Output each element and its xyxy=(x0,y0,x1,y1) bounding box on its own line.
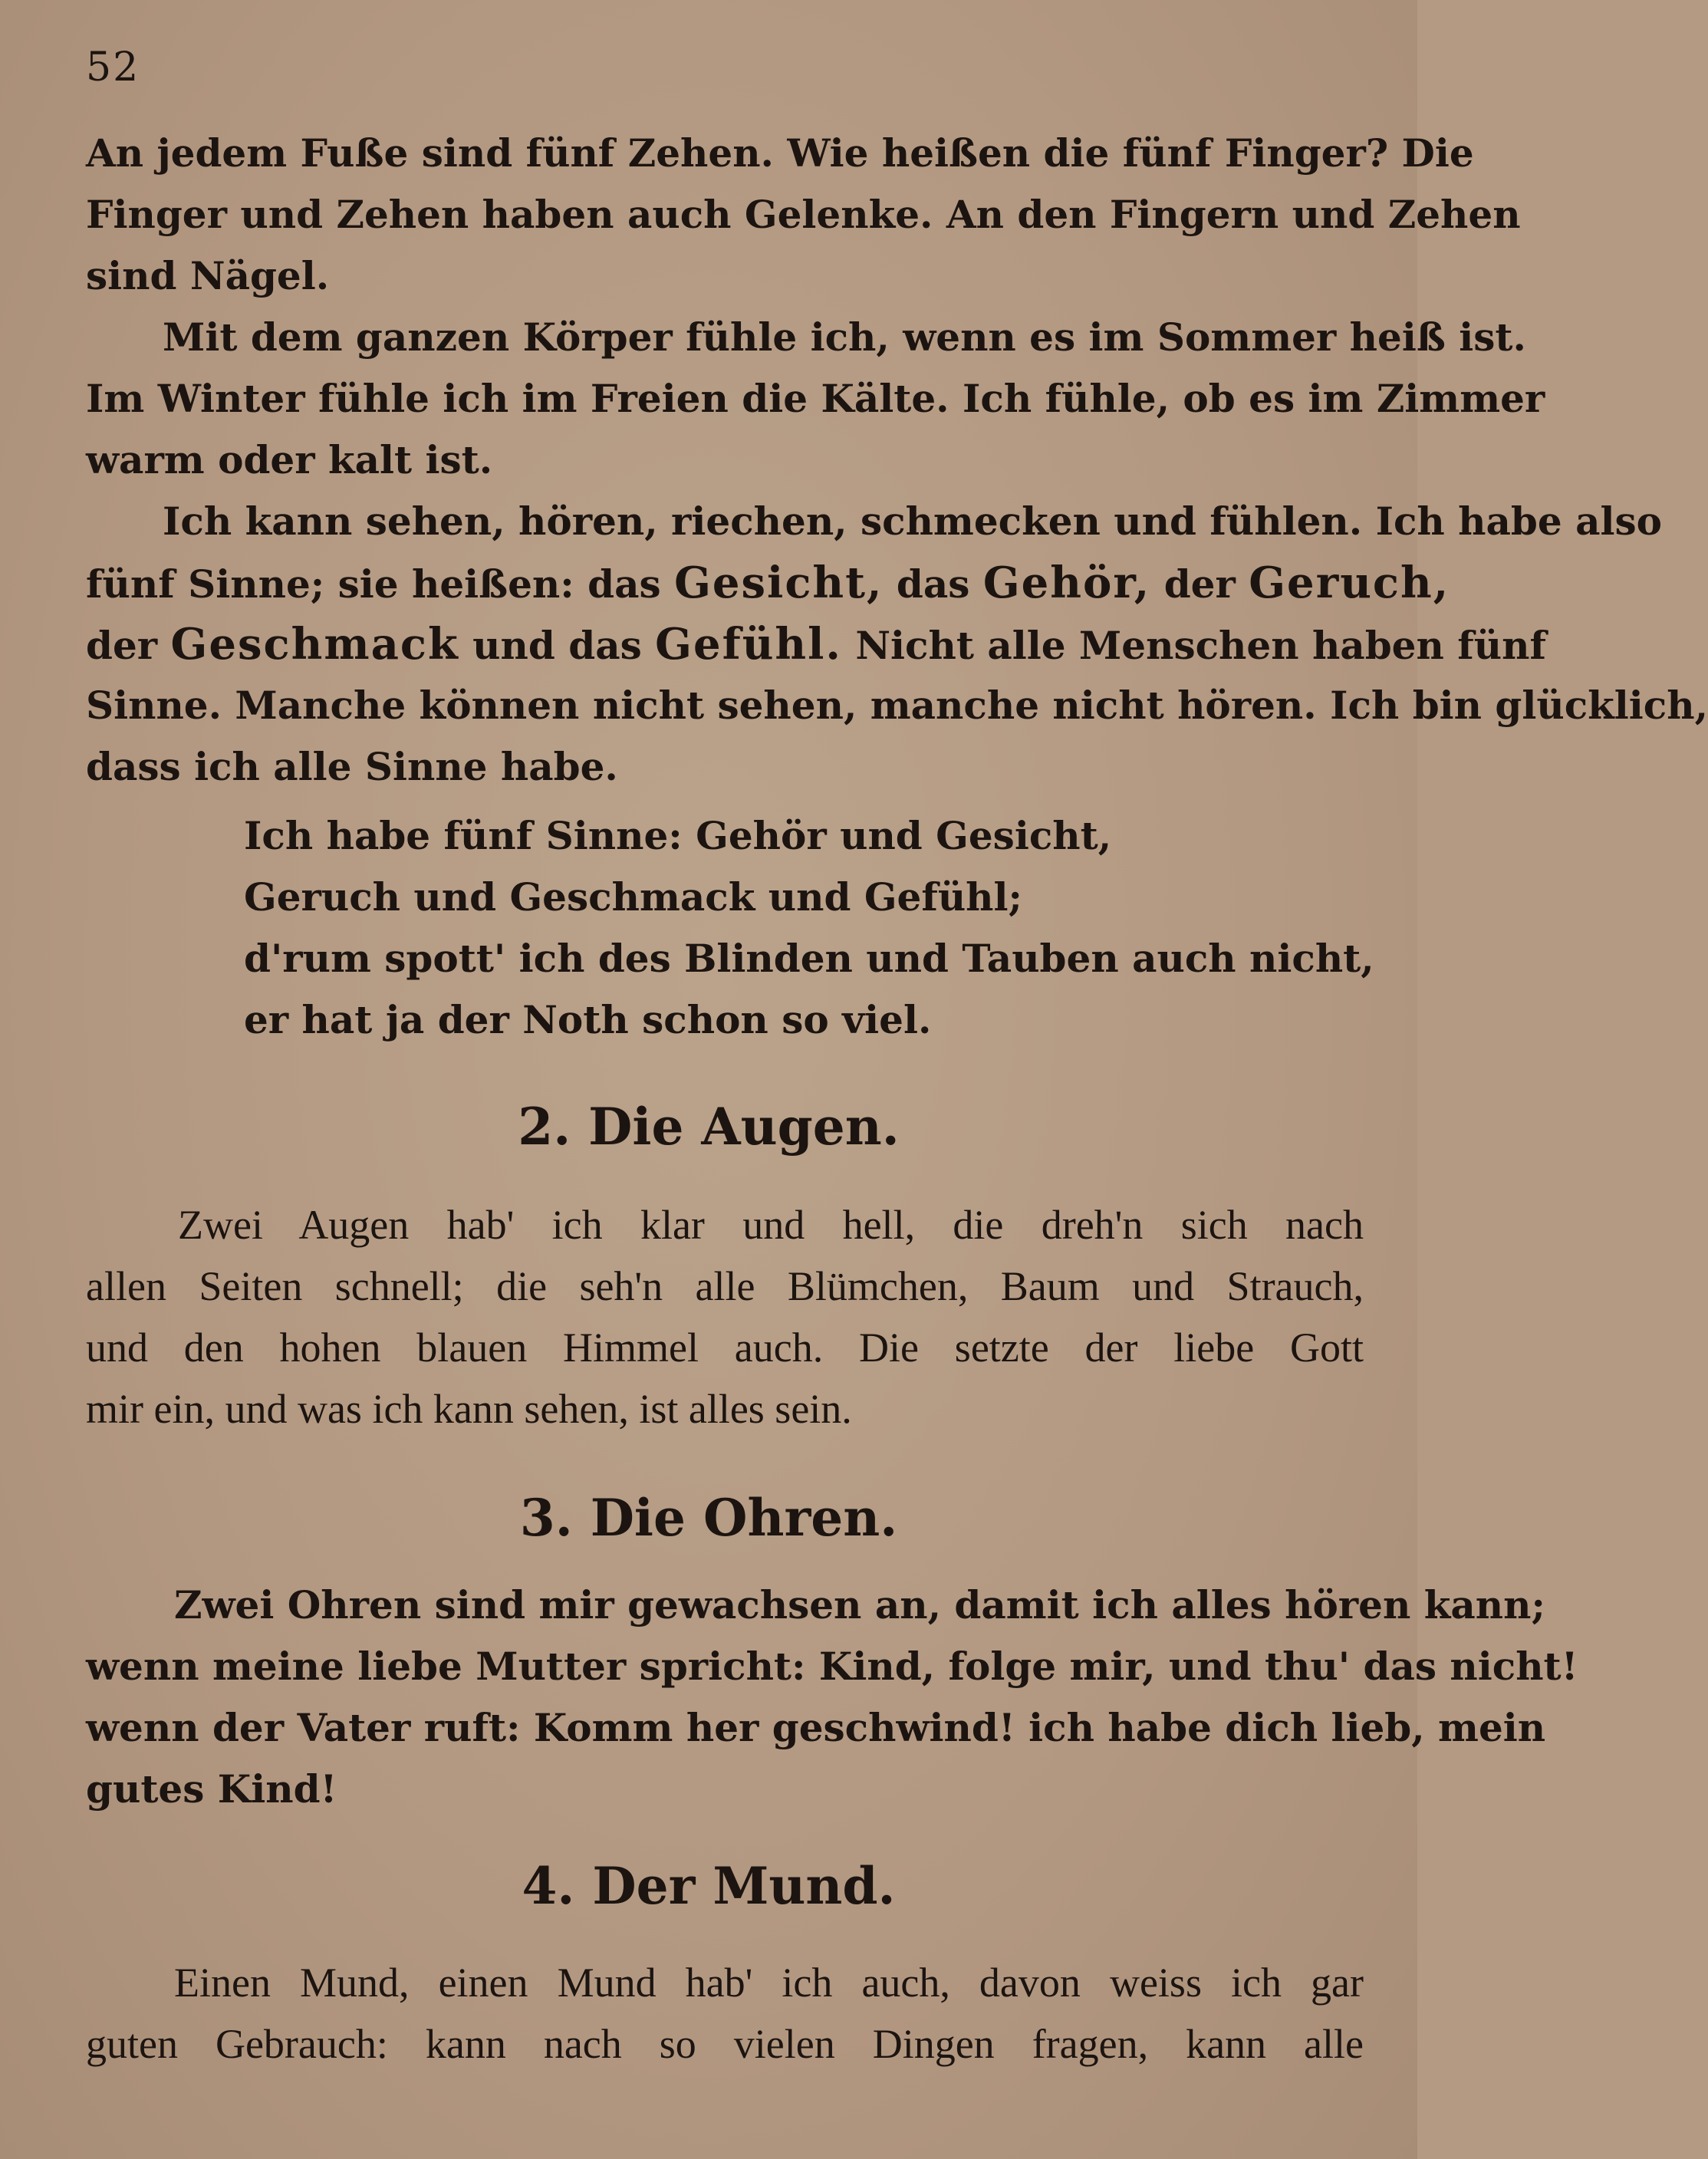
page-number: 52 xyxy=(86,44,140,91)
text-line: wenn meine liebe Mutter spricht: Kind, folge mir, und thu' das nicht! xyxy=(86,1644,1578,1689)
text-run: und das xyxy=(459,623,656,668)
text-line: dass ich alle Sinne habe. xyxy=(86,744,618,789)
paragraph-augen xyxy=(86,1194,1364,1440)
text-line: gutes Kind! xyxy=(86,1766,337,1812)
text-run: Nicht alle Menschen haben fünf xyxy=(841,623,1546,668)
text-line: Im Winter fühle ich im Freien die Kälte. Ich fühle, ob es im Zimmer xyxy=(86,376,1545,421)
text-line xyxy=(86,614,1546,675)
heading-die-augen: 2. Die Augen. xyxy=(518,1097,900,1157)
verse-line: Ich habe fünf Sinne: Gehör und Gesicht, xyxy=(244,813,1112,858)
text-line: wenn der Vater ruft: Komm her geschwind! ich habe dich lieb, mein xyxy=(86,1705,1546,1750)
text-line: und den hohen blauen Himmel auch. Die setzte der liebe Gott xyxy=(86,1325,1364,1371)
paragraph-ohren xyxy=(86,1575,1578,1820)
text-line: guten Gebrauch: kann nach so vielen Dingen fragen, kann alle xyxy=(86,2021,1364,2067)
text-line: allen Seiten schnell; die seh'n alle Blümchen, Baum und Strauch, xyxy=(86,1263,1364,1309)
sense-word: Gehör, xyxy=(982,558,1151,608)
text-line: Einen Mund, einen Mund hab' ich auch, davon weiss ich gar xyxy=(174,1960,1364,2006)
text-run: der xyxy=(86,623,171,668)
verse-line: d'rum spott' ich des Blinden und Tauben auch nicht, xyxy=(244,936,1374,981)
text-line: Sinne. Manche können nicht sehen, manche nicht hören. Ich bin glücklich, xyxy=(86,683,1708,728)
text-line: mir ein, und was ich kann sehen, ist alles sein. xyxy=(86,1386,852,1432)
text-line: sind Nägel. xyxy=(86,253,330,298)
heading-die-ohren: 3. Die Ohren. xyxy=(519,1488,898,1548)
text-line: Finger und Zehen haben auch Gelenke. An den Fingern und Zehen xyxy=(86,192,1521,237)
verse-line: er hat ja der Noth schon so viel. xyxy=(244,997,932,1042)
text-run: fünf Sinne; sie heißen: das xyxy=(86,561,675,607)
sense-word: Gefühl. xyxy=(655,619,842,670)
heading-der-mund: 4. Der Mund. xyxy=(522,1856,896,1916)
text-line: Zwei Augen hab' ich klar und hell, die dreh'n sich nach xyxy=(178,1202,1364,1248)
verse-line: Geruch und Geschmack und Gefühl; xyxy=(244,874,1022,920)
text-line: Ich kann sehen, hören, riechen, schmecken und fühlen. Ich habe also xyxy=(163,499,1662,544)
text-line: Zwei Ohren sind mir gewachsen an, damit ich alles hören kann; xyxy=(174,1582,1545,1627)
verse xyxy=(244,805,1374,1051)
paragraph-senses xyxy=(86,123,1708,798)
paragraph-mund xyxy=(86,1952,1364,2075)
text-line: Mit dem ganzen Körper fühle ich, wenn es im Sommer heiß ist. xyxy=(163,314,1526,360)
text-run: das xyxy=(883,561,983,607)
sense-word: Geschmack xyxy=(170,619,459,670)
sense-word: Gesicht, xyxy=(674,558,884,608)
text-run: der xyxy=(1150,561,1249,607)
text-line: An jedem Fuße sind fünf Zehen. Wie heißen die fünf Finger? Die xyxy=(86,130,1474,176)
sense-word: Geruch, xyxy=(1249,558,1450,608)
text-line xyxy=(86,552,1450,614)
text-line: warm oder kalt ist. xyxy=(86,437,493,482)
